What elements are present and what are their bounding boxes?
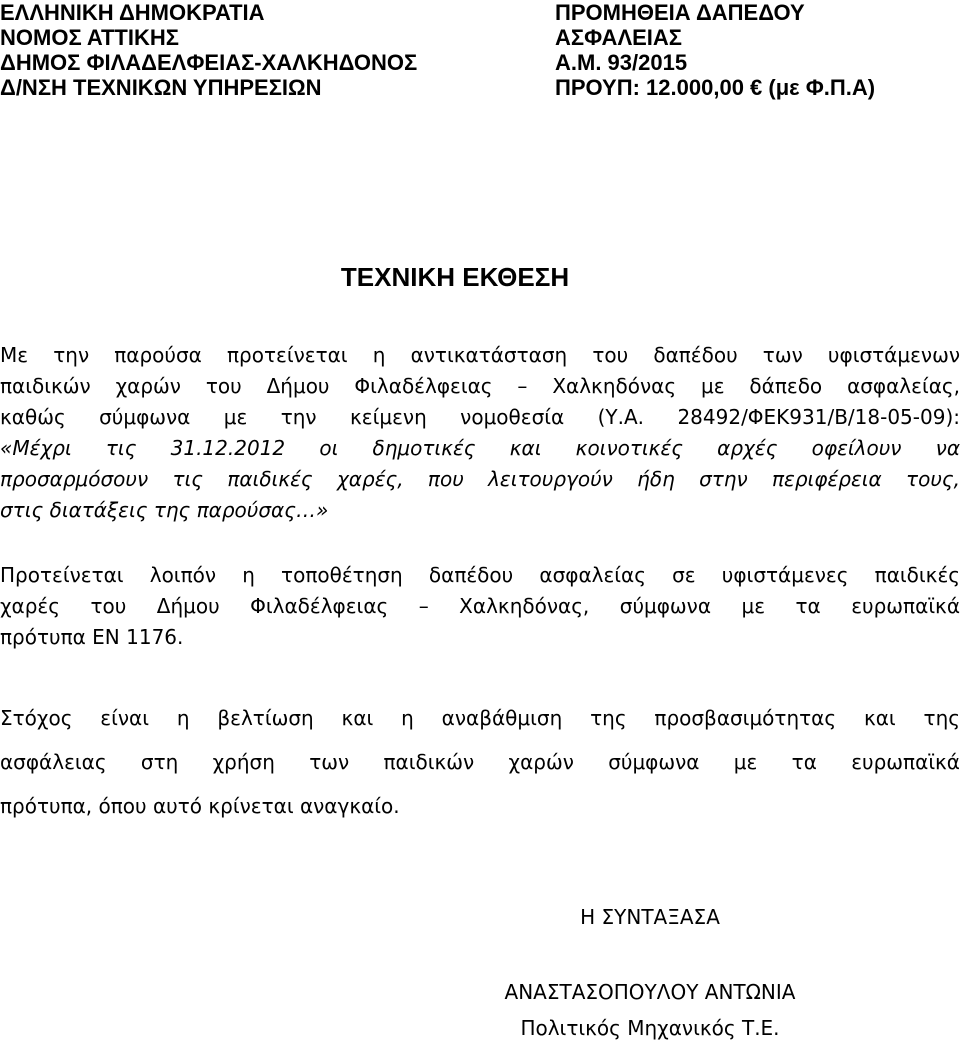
objective-paragraph <box>0 696 960 828</box>
proposal-paragraph <box>0 560 960 653</box>
header-department: Δ/ΝΣΗ ΤΕΧΝΙΚΩΝ ΥΠΗΡΕΣΙΩΝ <box>0 75 322 100</box>
intro-paragraph <box>0 340 960 526</box>
text-line: πρότυπα, όπου αυτό κρίνεται αναγκαίο. <box>0 794 400 818</box>
signature-name: ΑΝΑΣΤΑΣΟΠΟΥΛΟΥ ΑΝΤΩΝΙΑ <box>504 980 796 1004</box>
document-title: ΤΕΧΝΙΚΗ ΕΚΘΕΣΗ <box>340 262 570 292</box>
text-line: Στόχος είναι η βελτίωση και η αναβάθμιση της προσβασιμότητας και της <box>0 706 960 730</box>
header-project-title-line2: ΑΣΦΑΛΕΙΑΣ <box>555 25 682 50</box>
text-line: παιδικών χαρών του Δήμου Φιλαδέλφειας – Χαλκηδόνας με δάπεδο ασφαλείας, <box>0 374 960 398</box>
text-line: Με την παρούσα προτείνεται η αντικατάσταση του δαπέδου των υφιστάμενων <box>0 343 960 367</box>
legal-quote-line: «Μέχρι τις 31.12.2012 οι δημοτικές και κοινοτικές αρχές οφείλουν να <box>0 436 960 460</box>
header-country: ΕΛΛΗΝΙΚΗ ΔΗΜΟΚΡΑΤΙΑ <box>0 0 265 25</box>
text-line: χαρές του Δήμου Φιλαδέλφειας – Χαλκηδόνας, σύμφωνα με τα ευρωπαϊκά <box>0 594 960 618</box>
legal-quote-line: προσαρμόσουν τις παιδικές χαρές, που λειτουργούν ήδη στην περιφέρεια τους, <box>0 467 960 491</box>
text-line: Προτείνεται λοιπόν η τοποθέτηση δαπέδου ασφαλείας σε υφιστάμενες παιδικές <box>0 563 960 587</box>
header-issuer-block <box>0 0 417 100</box>
text-line: πρότυπα ΕΝ 1176. <box>0 625 184 649</box>
header-prefecture: ΝΟΜΟΣ ΑΤΤΙΚΗΣ <box>0 25 179 50</box>
legal-quote-line: στις διατάξεις της παρούσας…» <box>0 498 329 522</box>
header-project-budget: ΠΡΟΥΠ: 12.000,00 € (με Φ.Π.Α) <box>555 75 876 100</box>
signature-role: Η ΣΥΝΤΑΞΑΣΑ <box>580 905 720 929</box>
signature-title: Πολιτικός Μηχανικός Τ.Ε. <box>520 1016 780 1040</box>
header-project-number: Α.Μ. 93/2015 <box>555 50 688 75</box>
header-project-block <box>555 0 875 100</box>
text-line: ασφάλειας στη χρήση των παιδικών χαρών σύμφωνα με τα ευρωπαϊκά <box>0 750 960 774</box>
text-line: καθώς σύμφωνα με την κείμενη νομοθεσία (Υ.Α. 28492/ΦΕΚ931/Β/18-05-09): <box>0 405 960 429</box>
header-project-title-line1: ΠΡΟΜΗΘΕΙΑ ΔΑΠΕΔΟΥ <box>555 0 805 25</box>
header-municipality: ΔΗΜΟΣ ΦΙΛΑΔΕΛΦΕΙΑΣ-ΧΑΛΚΗΔΟΝΟΣ <box>0 50 418 75</box>
